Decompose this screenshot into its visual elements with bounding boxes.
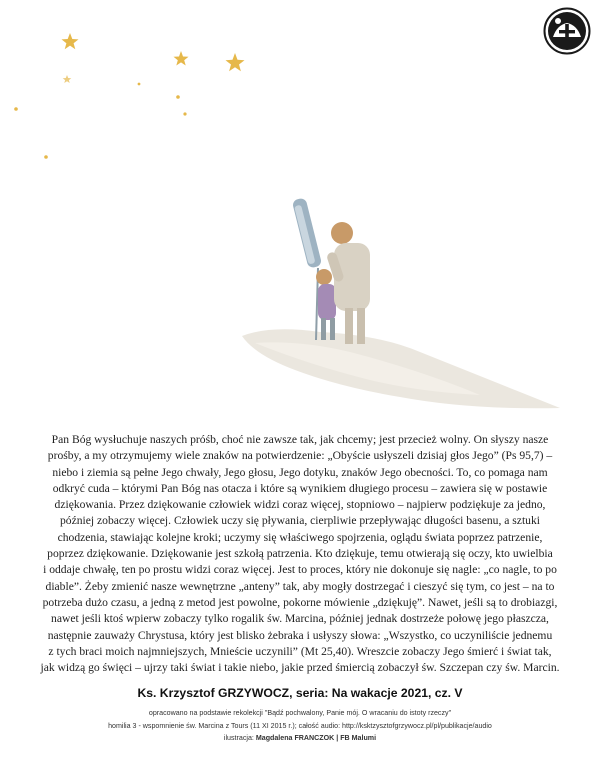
body-line: nawet jeśli ktoś wpierw zobaczy tylko rogalik św. Marcina, później jednak dostrzeże połowę jego płaszcza, <box>51 612 549 626</box>
credits-source: opracowano na podstawie rekolekcji "Bądź pochwalony, Panie mój. O wracaniu do istoty rzeczy" <box>148 709 452 717</box>
body-line: jak widzą go święci – ujrzy taki świat i takie niebo, jakie przed śmiercią zobaczył św. Szczepan czy św. Marcin. <box>40 661 560 675</box>
credits <box>0 707 600 745</box>
body-line: z tych braci moich najmniejszych, Mnieście uczynili” (Mt 25,40). Wreszcie zobaczy Jego śmierć i świat tak, <box>48 644 552 658</box>
body-line: niebo i ziemia są pełne Jego chwały, Jego głosu, Jego dotyku, znaków Jego obecności. To, co pomaga nam <box>52 465 548 479</box>
telescope <box>292 197 323 340</box>
credits-homily[interactable]: homilia 3 - wspomnienie św. Marcina z Tours (11 XI 2015 r.); całość audio: http://ksktzysztofgrzywocz.pl/pl/publikacje/audio <box>108 721 492 730</box>
body-line: potrzeba dużo czasu, a jedną z metod jest powolne, pokorne mówienie „dziękuję”. Nawet, jeśli są to drobiazgi, <box>42 595 558 609</box>
star-icon <box>62 33 79 49</box>
star-dot <box>14 107 18 111</box>
illustrator-name[interactable]: Magdalena FRANCZOK | FB Malumi <box>255 734 377 742</box>
child-figure <box>316 269 336 340</box>
body-text <box>14 432 586 676</box>
body-line: Pan Bóg wysłuchuje naszych próśb, choć nie zawsze tak, jak chcemy; jest przecież wolny. On słyszy nasze <box>51 433 549 446</box>
star-dot <box>183 112 186 115</box>
body-line: poprzez dziękowanie. Dziękowanie jest szkołą patrzenia. Kto dziękuje, temu otwierają się oczy, kto uwielbia <box>47 547 553 561</box>
star-dot <box>176 95 180 99</box>
star-icon <box>63 75 72 83</box>
body-line: później zobaczy więcej. Człowiek uczy się pływania, cierpliwie przepływając długości basenu, a sztuki <box>60 514 540 528</box>
body-line: chodzenia, stawiając kolejne kroki; uczymy się właściwego spojrzenia, oglądu świata poprzez patrzenie, <box>57 530 543 544</box>
body-line: prośby, a my otrzymujemy wiele znaków na potwierdzenie: „Obyście usłyszeli dzisiaj głos Jego” (Ps 95,7) – <box>47 449 553 463</box>
body-line: diable”. Żeby zmienić nasze wewnętrzne „anteny” tak, aby mogły dostrzegać i cieszyć się tym, co jest – na to <box>45 579 555 593</box>
stars <box>14 33 244 159</box>
star-icon <box>226 53 245 71</box>
body-line: dziękowania. Przez dziękowanie człowiek widzi coraz więcej, stopniowo – najpierw podziękuje za jedno, <box>54 498 546 512</box>
body-line: następnie zauważy Chrystusa, który jest blisko żebraka i usłyszy słowa: „Wszystko, co uczyniliście jednemu <box>47 628 553 642</box>
star-dot <box>44 155 48 159</box>
illustration-prefix: ilustracja: <box>223 734 256 742</box>
star-dot <box>138 83 141 86</box>
credits-illustration <box>0 732 600 745</box>
body-line: i oddaje chwałę, ten po prostu widzi coraz więcej. Jest to proces, który nie dokonuje się nagle: „co nagle, to po <box>43 563 557 577</box>
star-icon <box>174 51 189 66</box>
series-title: Ks. Krzysztof GRZYWOCZ, seria: Na wakacje 2021, cz. V <box>137 686 463 700</box>
body-line: odkryć cuda – którymi Pan Bóg nas otacza i które są wynikiem długiego procesu – zawiera się w postawie <box>52 481 548 495</box>
